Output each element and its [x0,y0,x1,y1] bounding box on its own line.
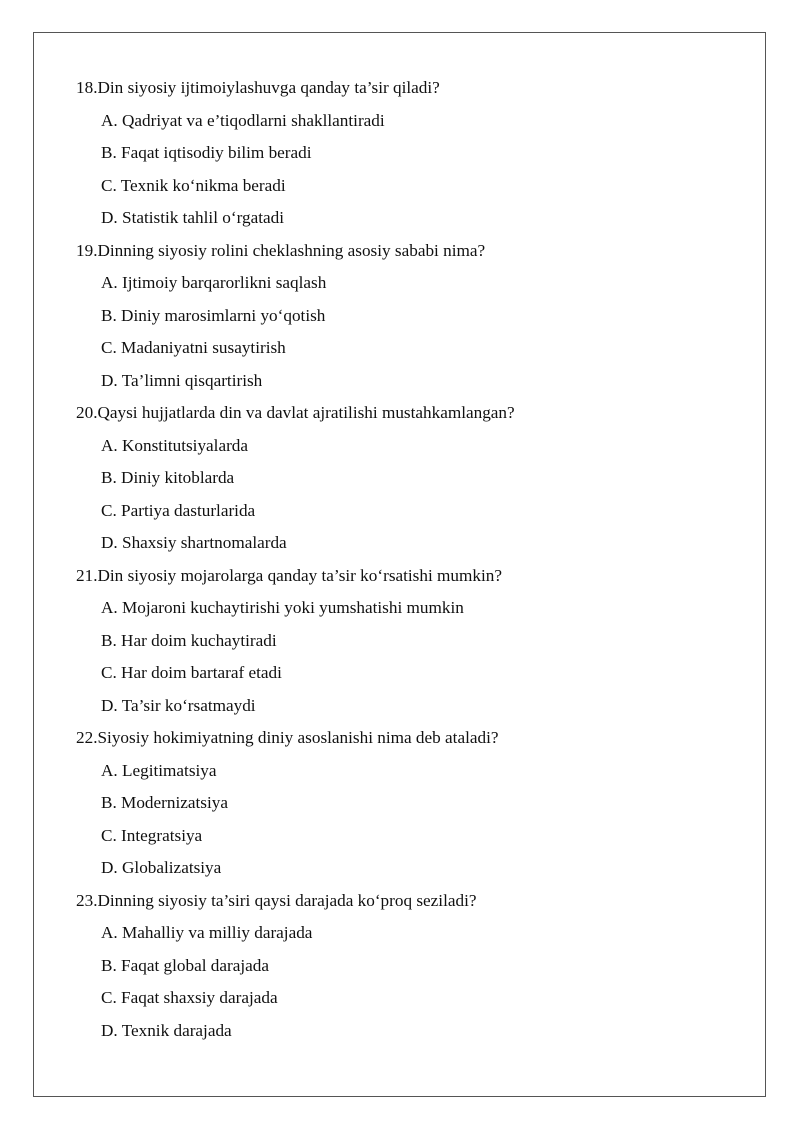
answer-option-d: D. Ta’limni qisqartirish [101,370,263,390]
question-prompt: Siyosiy hokimiyatning diniy asoslanishi nima deb ataladi? [97,728,499,747]
answer-option-c: C. Har doim bartaraf etadi [101,663,282,682]
question-prompt: Dinning siyosiy rolini cheklashning asosiy sababi nima? [97,240,486,260]
answer-options [76,594,756,724]
question-prompt: Din siyosiy ijtimoiylashuvga qanday ta’sir qiladi? [97,78,440,97]
answer-options [76,432,756,562]
answer-option-b: B. Har doim kuchaytiradi [101,630,277,650]
question-number: 19. [76,240,98,260]
answer-option-a: A. Konstitutsiyalarda [101,435,249,455]
question-prompt: Din siyosiy mojarolarga qanday ta’sir ko‘rsatishi mumkin? [97,565,502,585]
answer-option-b: B. Modernizatsiya [101,793,228,812]
answer-option-b: B. Diniy marosimlarni yo‘qotish [101,305,326,325]
answer-options [76,269,756,399]
answer-option-d: D. Ta’sir ko‘rsatmaydi [101,695,256,715]
answer-option-d: D. Globalizatsiya [101,858,222,877]
question-text [76,887,756,920]
question-number: 20. [76,403,98,422]
answer-option-c: C. Madaniyatni susaytirish [101,338,286,357]
question-text [76,237,756,270]
question-21 [76,562,756,725]
question-text [76,74,756,107]
answer-option-d: D. Shaxsiy shartnomalarda [101,533,287,552]
answer-option-d: D. Texnik darajada [101,1020,232,1040]
answer-option-c: C. Texnik ko‘nikma beradi [101,175,286,195]
question-prompt: Dinning siyosiy ta’siri qaysi darajada ko‘proq seziladi? [97,890,477,910]
question-list [76,74,756,1049]
question-22 [76,724,756,887]
answer-option-b: B. Faqat global darajada [101,955,269,975]
question-20 [76,399,756,562]
question-number: 18. [76,78,98,97]
answer-option-c: C. Faqat shaxsiy darajada [101,988,278,1007]
question-18 [76,74,756,237]
answer-option-c: C. Partiya dasturlarida [101,500,256,520]
question-text [76,399,756,432]
answer-option-a: A. Legitimatsiya [101,760,217,780]
answer-options [76,919,756,1049]
answer-option-b: B. Faqat iqtisodiy bilim beradi [101,143,312,162]
question-text [76,724,756,757]
question-number: 22. [76,728,98,747]
question-23 [76,887,756,1050]
answer-option-a: A. Ijtimoiy barqarorlikni saqlash [101,273,327,292]
question-number: 23. [76,890,98,910]
answer-option-a: A. Qadriyat va e’tiqodlarni shakllantiradi [101,110,385,130]
answer-option-a: A. Mahalliy va milliy darajada [101,923,313,942]
answer-option-a: A. Mojaroni kuchaytirishi yoki yumshatishi mumkin [101,598,464,617]
question-19 [76,237,756,400]
question-prompt: Qaysi hujjatlarda din va davlat ajratilishi mustahkamlangan? [97,403,515,422]
question-number: 21. [76,565,98,585]
answer-option-c: C. Integratsiya [101,825,203,845]
answer-options [76,107,756,237]
question-text [76,562,756,595]
answer-option-d: D. Statistik tahlil o‘rgatadi [101,208,284,227]
answer-options [76,757,756,887]
answer-option-b: B. Diniy kitoblarda [101,468,235,487]
